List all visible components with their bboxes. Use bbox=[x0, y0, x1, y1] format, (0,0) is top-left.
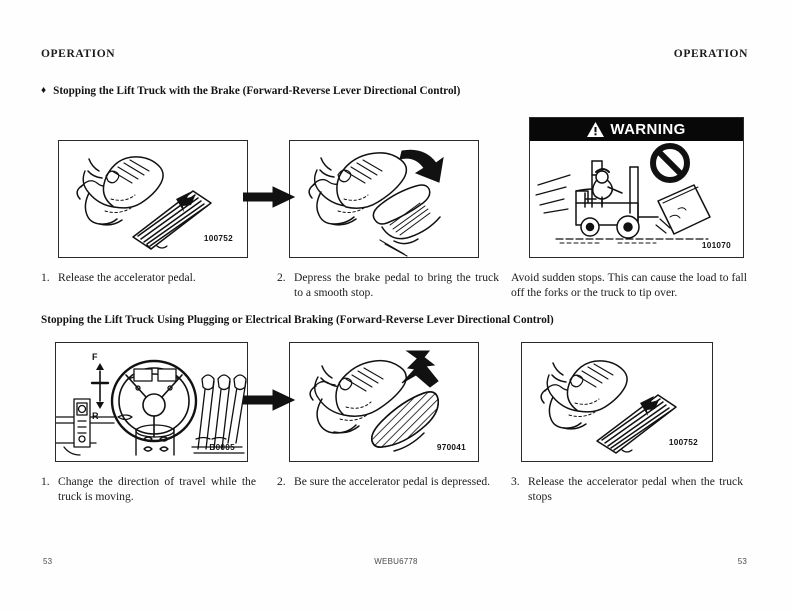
caption-2-3-text: Release the accelerator pedal when the truck stops bbox=[528, 475, 743, 504]
section-heading-2-text: Stopping the Lift Truck Using Plugging or Electrical Braking (Forward-Reverse Lever Directional Control) bbox=[41, 314, 554, 326]
section-heading-2 bbox=[41, 314, 554, 326]
prohibition-icon bbox=[653, 146, 687, 180]
caption-2-2 bbox=[277, 474, 507, 489]
caption-1-3-text: Avoid sudden stops. This can cause the load to fall off the forks or the truck to tip over. bbox=[511, 271, 747, 300]
figure-panel-1-release-accelerator bbox=[58, 140, 248, 258]
figure-panel-6-release-accelerator bbox=[521, 342, 713, 462]
caption-1-3 bbox=[511, 270, 747, 300]
footer-page-number-right: 53 bbox=[737, 557, 747, 566]
illustration-shoe-depress-pedal bbox=[290, 141, 478, 257]
figure-part-number-4: B0005 bbox=[209, 443, 235, 452]
running-header-left: OPERATION bbox=[41, 48, 116, 60]
warning-illustration-area bbox=[530, 141, 743, 257]
caption-1-2 bbox=[277, 270, 499, 300]
figure-part-number-1: 100752 bbox=[203, 234, 233, 243]
flow-arrow-2 bbox=[243, 389, 295, 416]
caption-1-1-number: 1. bbox=[41, 271, 50, 284]
figure-panel-2-depress-brake bbox=[289, 140, 479, 258]
figure-part-number-6: 100752 bbox=[668, 438, 698, 447]
section-heading-1 bbox=[41, 85, 460, 97]
warning-part-number: 101070 bbox=[701, 241, 731, 250]
illustration-truck-tipping-load bbox=[530, 141, 743, 257]
caption-2-3-number: 3. bbox=[511, 475, 520, 488]
caption-2-1-text: Change the direction of travel while the truck is moving. bbox=[58, 475, 256, 504]
figure-panel-4-direction-lever bbox=[55, 342, 248, 462]
lever-label-forward: F bbox=[92, 352, 98, 362]
figure-panel-5-accelerator-depressed bbox=[289, 342, 479, 462]
flow-arrow-1 bbox=[243, 186, 295, 213]
running-header-right: OPERATION bbox=[673, 48, 748, 60]
lever-label-reverse: R bbox=[92, 411, 99, 421]
caption-1-2-text: Depress the brake pedal to bring the truck to a smooth stop. bbox=[294, 271, 499, 300]
warning-label: WARNING bbox=[610, 121, 686, 138]
caption-1-1-text: Release the accelerator pedal. bbox=[58, 271, 196, 284]
footer-page-number-left: 53 bbox=[43, 557, 53, 566]
caption-2-2-number: 2. bbox=[277, 475, 286, 488]
footer-document-number: WEBU6778 bbox=[374, 557, 418, 566]
figure-part-number-5: 970041 bbox=[436, 443, 466, 452]
diamond-bullet-icon: ♦ bbox=[41, 85, 47, 96]
caption-2-1 bbox=[41, 474, 256, 504]
section-heading-1-text: Stopping the Lift Truck with the Brake (Forward-Reverse Lever Directional Control) bbox=[53, 85, 461, 97]
caption-1-2-number: 2. bbox=[277, 271, 286, 284]
caption-1-1 bbox=[41, 270, 251, 285]
caption-2-2-text: Be sure the accelerator pedal is depressed. bbox=[294, 475, 491, 488]
warning-panel bbox=[529, 117, 744, 258]
caption-2-3 bbox=[511, 474, 743, 504]
up-down-arrow-icon bbox=[402, 351, 438, 387]
warning-triangle-icon bbox=[587, 122, 604, 137]
caption-2-1-number: 1. bbox=[41, 475, 50, 488]
warning-header-bar bbox=[530, 118, 743, 141]
